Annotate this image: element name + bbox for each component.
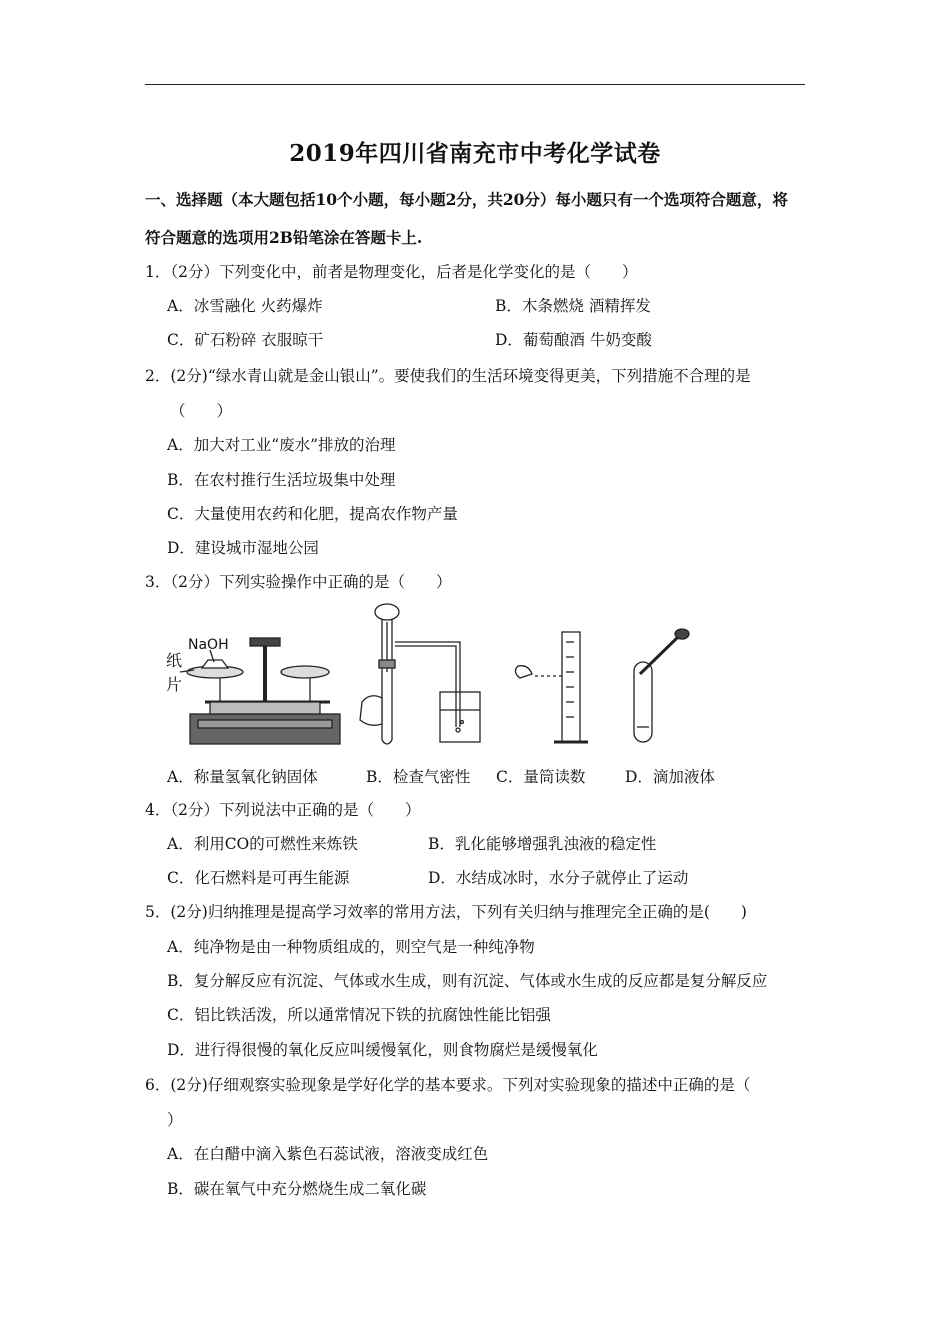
- airtight-check-figure: [360, 604, 480, 744]
- q2-stem: 2．(2分)“绿水青山就是金山银山”。要使我们的生活环境变得更美，下列措施不合理的是: [145, 367, 751, 385]
- q2-option-a: A．加大对工业“废水”排放的治理: [167, 436, 396, 454]
- q1-option-c: C．矿石粉碎 衣服晾干: [167, 331, 324, 349]
- q3-apparatus-figure: [150, 602, 710, 752]
- q5-option-a: A．纯净物是由一种物质组成的，则空气是一种纯净物: [167, 938, 535, 956]
- paper-label-2: 片: [166, 675, 183, 694]
- q6-option-b: B．碳在氧气中充分燃烧生成二氧化碳: [167, 1180, 427, 1198]
- graduated-cylinder-figure: [515, 632, 588, 742]
- section-instruction-line1: 一、选择题（本大题包括10个小题，每小题2分，共20分）每小题只有一个选项符合题意，将: [145, 190, 788, 209]
- q4-option-a: A．利用CO的可燃性来炼铁: [167, 835, 358, 853]
- page-title: 2019年四川省南充市中考化学试卷: [289, 140, 661, 167]
- q3-option-c: C．量筒读数: [496, 768, 586, 786]
- q4-option-d: D．水结成冰时，水分子就停止了运动: [428, 869, 689, 887]
- q1-option-b: B．木条燃烧 酒精挥发: [495, 297, 651, 315]
- q6-option-a: A．在白醋中滴入紫色石蕊试液，溶液变成红色: [167, 1145, 489, 1163]
- naoh-label: NaOH: [188, 637, 229, 653]
- q2-option-b: B．在农村推行生活垃圾集中处理: [167, 471, 396, 489]
- q1-option-a: A．冰雪融化 火药爆炸: [167, 297, 323, 315]
- q2-option-c: C．大量使用农药和化肥，提高农作物产量: [167, 505, 458, 523]
- q6-stem-cont: ）: [167, 1111, 183, 1129]
- q5-option-b: B．复分解反应有沉淀、气体或水生成，则有沉淀、气体或水生成的反应都是复分解反应: [167, 972, 768, 990]
- q5-option-d: D．进行得很慢的氧化反应叫缓慢氧化，则食物腐烂是缓慢氧化: [167, 1041, 598, 1059]
- q3-option-b: B．检查气密性: [366, 768, 471, 786]
- q4-option-b: B．乳化能够增强乳浊液的稳定性: [428, 835, 657, 853]
- q5-stem: 5．(2分)归纳推理是提高学习效率的常用方法，下列有关归纳与推理完全正确的是( ): [145, 903, 747, 921]
- q4-stem: 4．（2分）下列说法中正确的是（ ）: [145, 801, 421, 819]
- paper-label-1: 纸: [166, 651, 183, 670]
- q3-option-a: A．称量氢氧化钠固体: [167, 768, 318, 786]
- balance-figure: [180, 638, 340, 744]
- q1-stem: 1．（2分）下列变化中，前者是物理变化，后者是化学变化的是（ ）: [145, 263, 638, 281]
- q4-option-c: C．化石燃料是可再生能源: [167, 869, 350, 887]
- q2-stem-cont: （ ）: [170, 402, 233, 420]
- q6-stem: 6．(2分)仔细观察实验现象是学好化学的基本要求。下列对实验现象的描述中正确的是（: [145, 1076, 751, 1094]
- q3-option-d: D．滴加液体: [625, 768, 715, 786]
- header-rule: [145, 84, 805, 85]
- q5-option-c: C．铝比铁活泼，所以通常情况下铁的抗腐蚀性能比铝强: [167, 1006, 551, 1024]
- section-instruction-line2: 符合题意的选项用2B铅笔涂在答题卡上.: [145, 228, 423, 247]
- dropper-figure: [634, 629, 689, 742]
- q3-stem: 3．（2分）下列实验操作中正确的是（ ）: [145, 573, 452, 591]
- q2-option-d: D．建设城市湿地公园: [167, 539, 319, 557]
- q1-option-d: D．葡萄酿酒 牛奶变酸: [495, 331, 652, 349]
